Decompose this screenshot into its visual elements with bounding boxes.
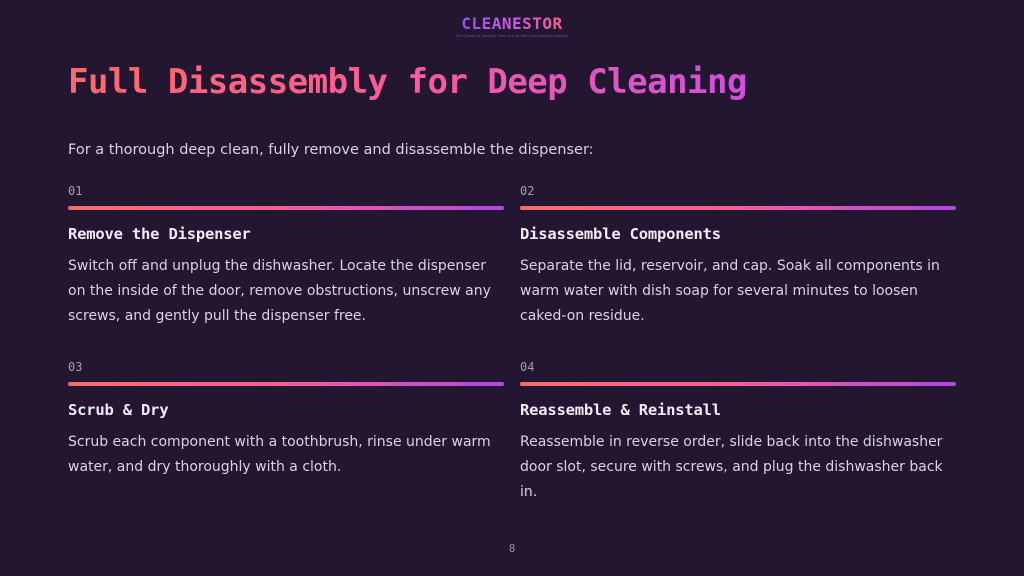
step-accent-bar [68,206,504,210]
slide-title: Full Disassembly for Deep Cleaning [68,62,747,102]
step-accent-bar [520,206,956,210]
logo-tagline: The Cleaning Secrets Pros Use to Make Everything Sparkle [455,34,569,38]
step-description: Reassemble in reverse order, slide back into the dishwasher door slot, secure with screws, and plug the dishwasher back in. [520,434,943,500]
intro-text: For a thorough deep clean, fully remove and disassemble the dispenser: [68,142,594,158]
step-card-4 [520,360,956,505]
step-number: 03 [68,360,83,374]
step-card-2 [520,184,956,329]
step-description: Scrub each component with a toothbrush, rinse under warm water, and dry thoroughly with a cloth. [68,434,491,475]
page-number: 8 [508,542,516,555]
step-accent-bar [520,382,956,386]
brand-logo [0,14,1024,38]
step-title: Remove the Dispenser [68,225,251,243]
step-description: Separate the lid, reservoir, and cap. Soak all components in warm water with dish soap for several minutes to loosen caked-on residue. [520,258,940,324]
step-card-3 [68,360,504,480]
step-description: Switch off and unplug the dishwasher. Locate the dispenser on the inside of the door, remove obstructions, unscrew any screws, and gently pull the dispenser free. [68,258,491,324]
step-title: Disassemble Components [520,225,721,243]
step-number: 04 [520,360,535,374]
step-accent-bar [68,382,504,386]
step-number: 01 [68,184,83,198]
step-number: 02 [520,184,535,198]
step-title: Scrub & Dry [68,401,169,419]
step-card-1 [68,184,504,329]
logo-wordmark: CLEANESTOR [461,14,563,33]
step-title: Reassemble & Reinstall [520,401,721,419]
